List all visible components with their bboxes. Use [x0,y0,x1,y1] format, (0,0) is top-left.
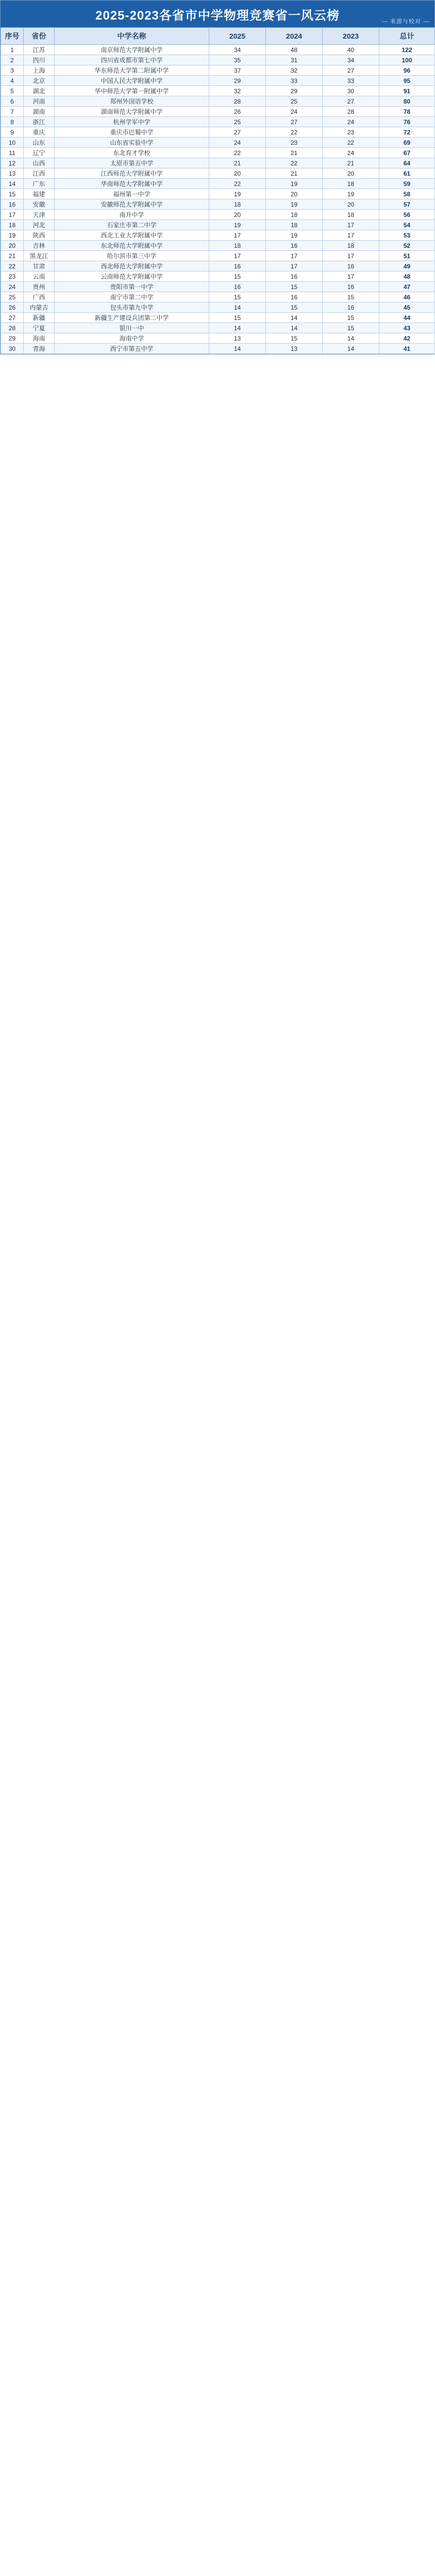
cell-2023: 40 [323,45,379,55]
cell-school: 华中师范大学第一附属中学 [55,86,209,96]
cell-index: 5 [1,86,24,96]
cell-total: 59 [379,179,435,189]
cell-index: 21 [1,251,24,261]
cell-2024: 17 [266,261,323,272]
cell-2025: 15 [209,313,266,323]
cell-2023: 23 [323,127,379,138]
cell-2025: 21 [209,158,266,168]
cell-total: 46 [379,292,435,302]
cell-2025: 14 [209,323,266,333]
cell-province: 黑龙江 [24,251,55,261]
cell-school: 杭州学军中学 [55,117,209,127]
table-header-row [1,28,435,45]
table-row [1,210,435,220]
cell-2024: 48 [266,45,323,55]
cell-index: 15 [1,189,24,199]
cell-total: 76 [379,117,435,127]
cell-index: 27 [1,313,24,323]
cell-2024: 23 [266,138,323,148]
table-row [1,117,435,127]
column-header-2024: 2024 [266,28,323,45]
cell-2023: 19 [323,189,379,199]
cell-2023: 14 [323,333,379,344]
cell-school: 中国人民大学附属中学 [55,76,209,86]
cell-total: 64 [379,158,435,168]
table-row [1,158,435,168]
cell-school: 哈尔滨市第三中学 [55,251,209,261]
cell-2024: 29 [266,86,323,96]
cell-index: 22 [1,261,24,272]
cell-2024: 31 [266,55,323,65]
cell-2025: 15 [209,292,266,302]
cell-2023: 24 [323,117,379,127]
cell-2025: 37 [209,65,266,76]
cell-2024: 33 [266,76,323,86]
cell-province: 山西 [24,158,55,168]
table-row [1,241,435,251]
cell-school: 新疆生产建设兵团第二中学 [55,313,209,323]
table-body [1,45,435,354]
page-title: 2025-2023各省市中学物理竞赛省一风云榜 [95,8,340,23]
cell-2023: 18 [323,179,379,189]
cell-province: 宁夏 [24,323,55,333]
cell-school: 福州第一中学 [55,189,209,199]
cell-school: 江西师范大学附属中学 [55,168,209,179]
cell-2023: 17 [323,251,379,261]
cell-school: 华南师范大学附属中学 [55,179,209,189]
table-row [1,333,435,344]
cell-2024: 18 [266,210,323,220]
cell-2023: 33 [323,76,379,86]
cell-2025: 19 [209,189,266,199]
cell-2024: 19 [266,230,323,241]
table-row [1,199,435,210]
cell-school: 包头市第九中学 [55,302,209,313]
cell-school: 银川一中 [55,323,209,333]
cell-index: 4 [1,76,24,86]
table-row [1,230,435,241]
cell-province: 青海 [24,344,55,354]
cell-province: 陕西 [24,230,55,241]
cell-2023: 22 [323,138,379,148]
table-row [1,179,435,189]
column-header-2025: 2025 [209,28,266,45]
cell-2024: 14 [266,323,323,333]
table-row [1,189,435,199]
cell-2023: 16 [323,261,379,272]
cell-2023: 17 [323,272,379,282]
cell-province: 北京 [24,76,55,86]
table-row [1,302,435,313]
cell-index: 23 [1,272,24,282]
cell-province: 云南 [24,272,55,282]
cell-2024: 22 [266,158,323,168]
ranking-table [1,27,435,354]
cell-2024: 24 [266,107,323,117]
cell-province: 广东 [24,179,55,189]
table-row [1,292,435,302]
cell-2024: 15 [266,282,323,292]
cell-total: 45 [379,302,435,313]
cell-total: 122 [379,45,435,55]
cell-total: 44 [379,313,435,323]
cell-2024: 14 [266,313,323,323]
cell-province: 山东 [24,138,55,148]
cell-school: 南京师范大学附属中学 [55,45,209,55]
table-row [1,313,435,323]
cell-2023: 20 [323,168,379,179]
ranking-sheet [0,0,435,354]
table-row [1,107,435,117]
cell-2023: 16 [323,282,379,292]
cell-total: 41 [379,344,435,354]
table-row [1,96,435,107]
cell-index: 1 [1,45,24,55]
cell-index: 14 [1,179,24,189]
cell-2023: 17 [323,220,379,230]
cell-school: 四川省成都市第七中学 [55,55,209,65]
cell-province: 海南 [24,333,55,344]
cell-school: 南开中学 [55,210,209,220]
cell-province: 重庆 [24,127,55,138]
cell-province: 河南 [24,96,55,107]
table-row [1,76,435,86]
table-row [1,261,435,272]
table-row [1,55,435,65]
cell-2024: 19 [266,179,323,189]
cell-index: 13 [1,168,24,179]
cell-2023: 21 [323,158,379,168]
cell-province: 浙江 [24,117,55,127]
cell-2025: 16 [209,261,266,272]
cell-2025: 18 [209,199,266,210]
cell-2025: 35 [209,55,266,65]
cell-2023: 14 [323,344,379,354]
cell-province: 甘肃 [24,261,55,272]
cell-index: 11 [1,148,24,158]
cell-school: 南宁市第二中学 [55,292,209,302]
cell-2025: 26 [209,107,266,117]
cell-province: 辽宁 [24,148,55,158]
cell-2025: 34 [209,45,266,55]
cell-2025: 17 [209,230,266,241]
cell-2024: 13 [266,344,323,354]
table-row [1,86,435,96]
table-row [1,45,435,55]
cell-2023: 24 [323,148,379,158]
cell-2023: 20 [323,199,379,210]
cell-2025: 22 [209,179,266,189]
cell-2024: 18 [266,220,323,230]
cell-2023: 30 [323,86,379,96]
cell-province: 河北 [24,220,55,230]
cell-total: 58 [379,189,435,199]
cell-total: 96 [379,65,435,76]
cell-province: 湖北 [24,86,55,96]
cell-2024: 21 [266,168,323,179]
cell-2024: 16 [266,241,323,251]
table-row [1,272,435,282]
cell-total: 80 [379,96,435,107]
cell-province: 江西 [24,168,55,179]
cell-2025: 20 [209,210,266,220]
cell-total: 95 [379,76,435,86]
cell-total: 69 [379,138,435,148]
cell-2024: 27 [266,117,323,127]
cell-school: 华东师范大学第二附属中学 [55,65,209,76]
cell-2025: 15 [209,272,266,282]
cell-2024: 16 [266,272,323,282]
cell-province: 内蒙古 [24,302,55,313]
cell-school: 西北工业大学附属中学 [55,230,209,241]
cell-index: 20 [1,241,24,251]
cell-2023: 27 [323,65,379,76]
cell-index: 26 [1,302,24,313]
table-row [1,65,435,76]
cell-2025: 17 [209,251,266,261]
cell-total: 54 [379,220,435,230]
cell-province: 湖南 [24,107,55,117]
column-header-index: 序号 [1,28,24,45]
cell-school: 东北师范大学附属中学 [55,241,209,251]
cell-total: 48 [379,272,435,282]
column-header-total: 总计 [379,28,435,45]
cell-index: 18 [1,220,24,230]
cell-index: 10 [1,138,24,148]
cell-2023: 28 [323,107,379,117]
cell-2025: 24 [209,138,266,148]
table-row [1,282,435,292]
cell-2025: 16 [209,282,266,292]
cell-total: 91 [379,86,435,96]
column-header-school: 中学名称 [55,28,209,45]
cell-total: 47 [379,282,435,292]
cell-province: 安徽 [24,199,55,210]
cell-school: 郑州外国语学校 [55,96,209,107]
page-title-bar [1,1,434,27]
cell-2024: 20 [266,189,323,199]
cell-2023: 18 [323,241,379,251]
cell-2025: 18 [209,241,266,251]
cell-2025: 29 [209,76,266,86]
cell-2025: 14 [209,344,266,354]
cell-school: 山东省实验中学 [55,138,209,148]
cell-2025: 19 [209,220,266,230]
cell-index: 29 [1,333,24,344]
cell-province: 四川 [24,55,55,65]
cell-total: 49 [379,261,435,272]
cell-index: 25 [1,292,24,302]
cell-province: 上海 [24,65,55,76]
cell-2023: 15 [323,313,379,323]
column-header-2023: 2023 [323,28,379,45]
table-row [1,251,435,261]
cell-2023: 27 [323,96,379,107]
cell-total: 61 [379,168,435,179]
cell-school: 西北师范大学附属中学 [55,261,209,272]
cell-province: 贵州 [24,282,55,292]
cell-index: 9 [1,127,24,138]
cell-total: 52 [379,241,435,251]
cell-total: 57 [379,199,435,210]
cell-school: 湖南师范大学附属中学 [55,107,209,117]
cell-index: 6 [1,96,24,107]
cell-total: 43 [379,323,435,333]
cell-index: 24 [1,282,24,292]
cell-2023: 16 [323,302,379,313]
table-row [1,168,435,179]
cell-2023: 18 [323,210,379,220]
cell-school: 安徽师范大学附属中学 [55,199,209,210]
cell-province: 广西 [24,292,55,302]
watermark-text: — 来源与校对 — [381,19,429,25]
cell-2024: 17 [266,251,323,261]
cell-school: 东北育才学校 [55,148,209,158]
cell-2025: 25 [209,117,266,127]
cell-school: 石家庄市第二中学 [55,220,209,230]
cell-total: 67 [379,148,435,158]
table-row [1,220,435,230]
cell-2025: 22 [209,148,266,158]
cell-index: 16 [1,199,24,210]
cell-2024: 25 [266,96,323,107]
cell-2023: 34 [323,55,379,65]
cell-index: 28 [1,323,24,333]
cell-2023: 15 [323,292,379,302]
cell-total: 78 [379,107,435,117]
cell-total: 72 [379,127,435,138]
cell-2024: 16 [266,292,323,302]
cell-province: 天津 [24,210,55,220]
cell-2024: 21 [266,148,323,158]
table-row [1,323,435,333]
cell-total: 51 [379,251,435,261]
cell-2024: 15 [266,302,323,313]
cell-index: 12 [1,158,24,168]
cell-2024: 19 [266,199,323,210]
cell-school: 太原市第五中学 [55,158,209,168]
table-row [1,138,435,148]
cell-province: 福建 [24,189,55,199]
table-row [1,344,435,354]
cell-2024: 15 [266,333,323,344]
cell-total: 53 [379,230,435,241]
cell-school: 重庆市巴蜀中学 [55,127,209,138]
cell-province: 吉林 [24,241,55,251]
cell-total: 42 [379,333,435,344]
cell-school: 云南师范大学附属中学 [55,272,209,282]
table-row [1,127,435,138]
cell-school: 西宁市第五中学 [55,344,209,354]
cell-2025: 32 [209,86,266,96]
column-header-province: 省份 [24,28,55,45]
cell-index: 2 [1,55,24,65]
cell-index: 3 [1,65,24,76]
cell-2025: 27 [209,127,266,138]
cell-province: 新疆 [24,313,55,323]
cell-2023: 17 [323,230,379,241]
cell-2023: 15 [323,323,379,333]
cell-school: 贵阳市第一中学 [55,282,209,292]
cell-2025: 20 [209,168,266,179]
cell-index: 8 [1,117,24,127]
cell-2025: 14 [209,302,266,313]
cell-index: 19 [1,230,24,241]
cell-2024: 32 [266,65,323,76]
table-row [1,148,435,158]
cell-total: 56 [379,210,435,220]
cell-2025: 28 [209,96,266,107]
cell-index: 7 [1,107,24,117]
cell-province: 江苏 [24,45,55,55]
cell-school: 海南中学 [55,333,209,344]
cell-index: 17 [1,210,24,220]
cell-2024: 22 [266,127,323,138]
cell-2025: 13 [209,333,266,344]
cell-total: 100 [379,55,435,65]
cell-index: 30 [1,344,24,354]
